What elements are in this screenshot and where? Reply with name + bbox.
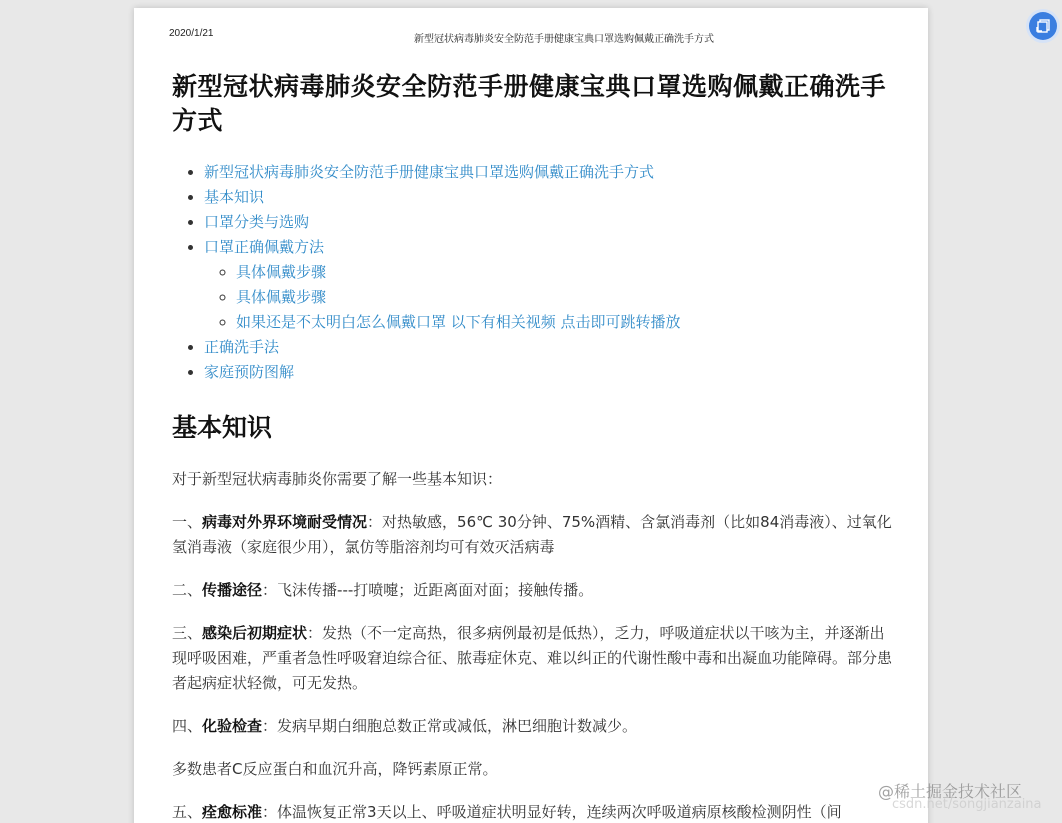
item-text: ：发热（不一定高热，很多病例最初是低热），乏力，呼吸道症状以干咳为主，并逐渐出现呼吸困难，严重者急性呼吸窘迫综合征、脓毒症休克、难以纠正的代谢性酸中毒和出凝血功能障碍。部分患者起病症状轻微，可无发热。 bbox=[172, 624, 893, 692]
toc-item bbox=[204, 185, 892, 210]
section-heading: 基本知识 bbox=[172, 413, 273, 442]
page-header bbox=[169, 28, 893, 44]
item-prefix: 三、 bbox=[172, 624, 203, 642]
toc-subitem bbox=[236, 260, 892, 285]
item-label: 病毒对外界环境耐受情况 bbox=[202, 513, 368, 531]
toc-item bbox=[204, 210, 892, 235]
item-text: 多数患者C反应蛋白和血沉升高，降钙素原正常。 bbox=[172, 760, 498, 778]
info-paragraph bbox=[172, 621, 892, 696]
toc-item bbox=[204, 360, 892, 385]
toc-link[interactable]: 具体佩戴步骤 bbox=[236, 263, 327, 281]
toc-link[interactable]: 具体佩戴步骤 bbox=[236, 288, 327, 306]
toc-item bbox=[204, 335, 892, 360]
item-label: 化验检查 bbox=[202, 717, 263, 735]
document-title: 新型冠状病毒肺炎安全防范手册健康宝典口罩选购佩戴正确洗手方式 bbox=[172, 72, 887, 135]
item-label: 传播途径 bbox=[202, 581, 263, 599]
info-paragraph bbox=[172, 800, 892, 823]
item-text: ：体温恢复正常3天以上、呼吸道症状明显好转，连续两次呼吸道病原核酸检测阴性（间 bbox=[262, 803, 842, 821]
header-date: 2020/1/21 bbox=[169, 28, 214, 39]
item-text: ：发病早期白细胞总数正常或减低，淋巴细胞计数减少。 bbox=[262, 717, 638, 735]
toc-link[interactable]: 如果还是不太明白怎么佩戴口罩 以下有相关视频 点击即可跳转播放 bbox=[236, 313, 681, 331]
document-content bbox=[172, 70, 892, 823]
item-text: ：对热敏感，56℃ 30分钟、75%酒精、含氯消毒剂（比如84消毒液）、过氧化氢消毒液（家庭很少用），氯仿等脂溶剂均可有效灭活病毒 bbox=[172, 513, 892, 556]
item-text: ：飞沫传播---打喷嚏；近距离面对面；接触传播。 bbox=[262, 581, 594, 599]
item-label: 痊愈标准 bbox=[202, 803, 263, 821]
toc-link[interactable]: 正确洗手法 bbox=[204, 338, 280, 356]
toc-subitem bbox=[236, 285, 892, 310]
toc-subitem bbox=[236, 310, 892, 335]
toc-link[interactable]: 基本知识 bbox=[204, 188, 265, 206]
watermark-secondary: csdn.net/songjianzaina bbox=[892, 797, 1042, 812]
toc-item bbox=[204, 235, 892, 335]
toc-sublist bbox=[204, 260, 892, 335]
info-paragraph bbox=[172, 510, 892, 560]
toc-link[interactable]: 口罩正确佩戴方法 bbox=[204, 238, 325, 256]
toc-link[interactable]: 口罩分类与选购 bbox=[204, 213, 310, 231]
info-paragraph bbox=[172, 578, 892, 603]
reader-mode-button[interactable] bbox=[1029, 12, 1057, 40]
info-paragraph bbox=[172, 757, 892, 782]
reader-mode-icon bbox=[1035, 18, 1051, 34]
table-of-contents bbox=[172, 160, 892, 385]
toc-item bbox=[204, 160, 892, 185]
item-label: 感染后初期症状 bbox=[202, 624, 308, 642]
item-prefix: 五、 bbox=[172, 803, 203, 821]
document-page bbox=[134, 8, 928, 823]
header-title: 新型冠状病毒肺炎安全防范手册健康宝典口罩选购佩戴正确洗手方式 bbox=[414, 34, 714, 45]
watermark-primary: @稀土掘金技术社区 bbox=[878, 782, 1023, 801]
intro-paragraph: 对于新型冠状病毒肺炎你需要了解一些基本知识： bbox=[172, 470, 503, 488]
item-prefix: 二、 bbox=[172, 581, 203, 599]
toc-link[interactable]: 家庭预防图解 bbox=[204, 363, 295, 381]
item-prefix: 四、 bbox=[172, 717, 203, 735]
toc-link[interactable]: 新型冠状病毒肺炎安全防范手册健康宝典口罩选购佩戴正确洗手方式 bbox=[204, 163, 655, 181]
info-paragraph bbox=[172, 714, 892, 739]
item-prefix: 一、 bbox=[172, 513, 203, 531]
